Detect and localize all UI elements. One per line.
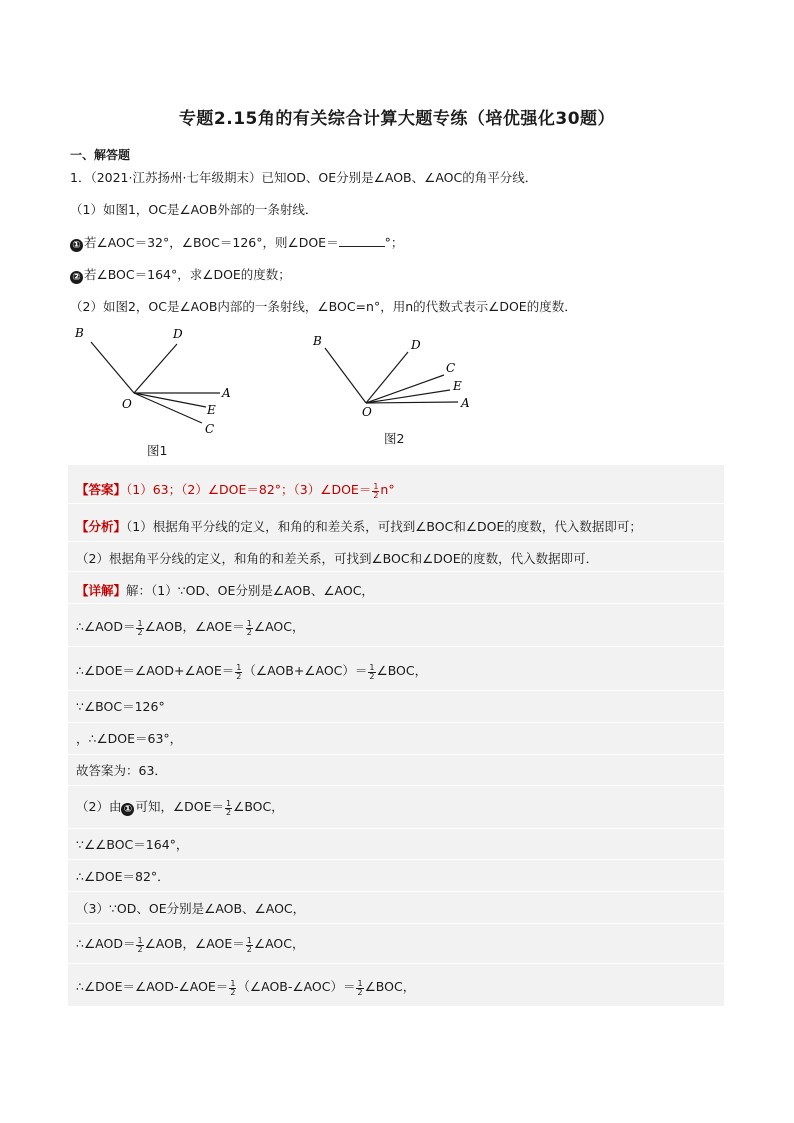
ray-oe (366, 390, 450, 403)
label-a: A (461, 396, 470, 410)
fraction: $\frac{1}{2}$ (373, 482, 379, 500)
section-heading: 一、解答题 (70, 148, 131, 162)
ray-ob (325, 348, 366, 403)
step-11: ∴∠AOD＝ $\frac{1}{2}$ ∠AOB，∠AOE＝ $\frac{1}{2}$ ∠AOC， (76, 936, 305, 954)
step-9: ∴∠DOE＝82°． (76, 869, 170, 884)
label-o: O (362, 405, 372, 419)
step-2: ∴∠AOD＝ $\frac{1}{2}$ ∠AOB，∠AOE＝ $\frac{1}{2}$ ∠AOC， (76, 619, 305, 637)
label-o: O (122, 397, 132, 411)
label-b: B (75, 326, 84, 340)
figure-2 (300, 330, 490, 425)
part1-intro: （1）如图1，OC是∠AOB外部的一条射线． (70, 202, 318, 217)
ray-oa (366, 402, 458, 403)
answer-tag: 【答案】 (76, 482, 127, 497)
page-title: 专题2.15角的有关综合计算大题专练（培优强化30题） (178, 109, 616, 129)
ray-oc (134, 393, 202, 423)
ray-ob (91, 342, 134, 393)
step-8: ∵∠∠BOC＝164°， (76, 837, 189, 852)
label-c: C (205, 422, 215, 436)
step-12: ∴∠DOE＝∠AOD-∠AOE＝ $\frac{1}{2}$ （∠AOB-∠AOC）＝ $\frac{1}{2}$ ∠BOC， (76, 979, 416, 997)
ray-od (134, 344, 177, 393)
answer-line: 【答案】（1）63；（2）∠DOE＝82°；（3）∠DOE＝ $\frac{1}{2}$ n° (76, 482, 395, 500)
label-c: C (446, 361, 456, 375)
analysis-tag: 【分析】 (76, 519, 127, 534)
label-d: D (411, 338, 421, 352)
figure-1 (70, 322, 240, 442)
circled-number: ① (121, 803, 134, 816)
analysis-line-1: 【分析】（1）根据角平分线的定义，和角的和差关系，可找到∠BOC和∠DOE的度数，代入数据即可； (76, 519, 642, 534)
step-4: ∵∠BOC＝126° (76, 699, 165, 714)
part2-question: （2）如图2，OC是∠AOB内部的一条射线，∠BOC=n°，用n的代数式表示∠DOE的度数． (70, 299, 577, 314)
step-6: 故答案为：63． (76, 763, 167, 778)
part1-question2: ② 若∠BOC＝164°，求∠DOE的度数； (70, 265, 291, 284)
figure-1-caption: 图1 (147, 443, 168, 458)
answer-blank (339, 234, 385, 247)
label-b: B (313, 334, 322, 348)
circled-number: ① (70, 239, 83, 252)
step-5: ，∴∠DOE＝63°， (76, 731, 183, 746)
step-3: ∴∠DOE＝∠AOD+∠AOE＝ $\frac{1}{2}$ （∠AOB+∠AOC）＝ $\frac{1}{2}$ ∠BOC， (76, 663, 428, 681)
problem-stem: 1．（2021·江苏扬州·七年级期末）已知OD、OE分别是∠AOB、∠AOC的角平分线． (70, 170, 538, 185)
ray-oe (134, 393, 206, 407)
figure-2-caption: 图2 (384, 431, 405, 446)
label-d: D (173, 327, 183, 341)
detail-tag: 【详解】 (76, 583, 127, 598)
step-10: （3）∵OD、OE分别是∠AOB、∠AOC， (76, 901, 306, 916)
part1-question1: ① 若∠AOC＝32°，∠BOC＝126°，则∠DOE＝ °； (70, 233, 403, 252)
analysis-line-2: （2）根据角平分线的定义，和角的和差关系，可找到∠BOC和∠DOE的度数，代入数据即可． (76, 551, 599, 566)
label-a: A (222, 386, 231, 400)
label-e: E (453, 379, 462, 393)
detail-line-1: 【详解】解：（1）∵OD、OE分别是∠AOB、∠AOC， (76, 583, 374, 598)
step-7: （2）由 ① 可知，∠DOE＝ $\frac{1}{2}$ ∠BOC， (76, 799, 284, 817)
circled-number: ② (70, 271, 83, 284)
label-e: E (207, 403, 216, 417)
